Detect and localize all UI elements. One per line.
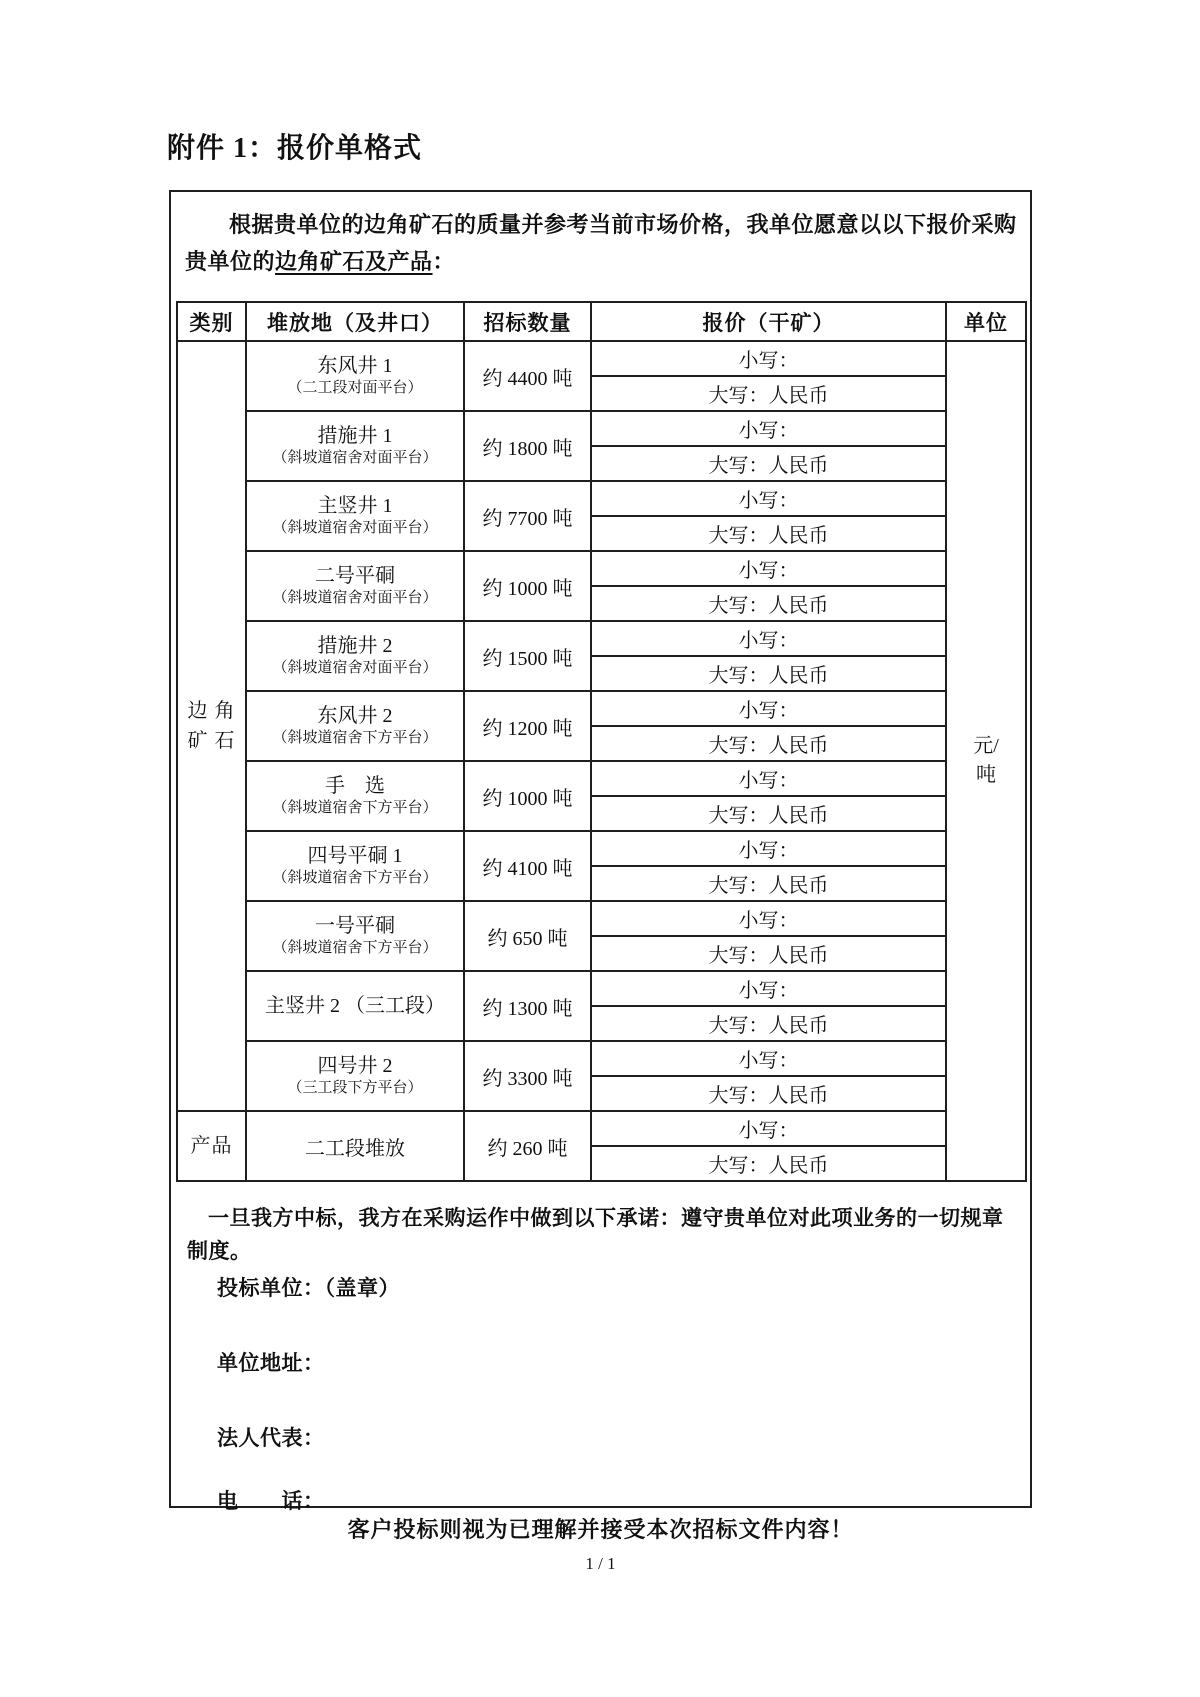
price-uppercase-cell: 大写：人民币 [591, 656, 946, 691]
legal-representative-field: 法人代表： [217, 1426, 325, 1450]
bidder-unit-field: 投标单位：（盖章） [217, 1276, 400, 1300]
unit-line2: 吨 [976, 764, 996, 786]
price-lowercase-cell: 小写： [591, 411, 946, 446]
category-line1: 边 角 [187, 700, 236, 722]
unit-address-field: 单位地址： [217, 1351, 325, 1375]
quantity-cell: 约 1200 吨 [464, 691, 591, 761]
location-cell [246, 761, 464, 831]
quantity-cell: 约 1000 吨 [464, 551, 591, 621]
location-name: 措施井 2 [317, 635, 393, 657]
location-note: （三工段下方平台） [287, 1080, 423, 1096]
page-title: 附件 1：报价单格式 [167, 133, 423, 164]
table-row [177, 481, 1026, 516]
quantity-cell: 约 260 吨 [464, 1111, 591, 1181]
quotation-table [176, 301, 1027, 1182]
quantity-cell: 约 1800 吨 [464, 411, 591, 481]
location-note: （斜坡道宿舍下方平台） [272, 870, 438, 886]
price-uppercase-cell: 大写：人民币 [591, 446, 946, 481]
price-lowercase-cell: 小写： [591, 971, 946, 1006]
quotation-form-box [169, 190, 1032, 1513]
quote-table-body [177, 341, 1026, 1181]
table-row [177, 691, 1026, 726]
price-uppercase-cell: 大写：人民币 [591, 796, 946, 831]
location-name: 措施井 1 [317, 425, 393, 447]
location-name: 四号平硐 1 [307, 845, 403, 867]
header-location: 堆放地（及井口） [246, 302, 464, 341]
header-category: 类别 [177, 302, 246, 341]
category-cell-corner-ore [177, 341, 246, 1111]
price-lowercase-cell: 小写： [591, 551, 946, 586]
phone-field: 电 话： [217, 1489, 325, 1513]
table-row [177, 831, 1026, 866]
location-note: （斜坡道宿舍对面平台） [272, 450, 438, 466]
quantity-cell: 约 1000 吨 [464, 761, 591, 831]
price-uppercase-cell: 大写：人民币 [591, 376, 946, 411]
table-row [177, 761, 1026, 796]
location-name: 东风井 1 [317, 355, 393, 377]
location-note: （斜坡道宿舍下方平台） [272, 730, 438, 746]
table-row [177, 621, 1026, 656]
location-cell [246, 691, 464, 761]
price-lowercase-cell: 小写： [591, 481, 946, 516]
price-lowercase-cell: 小写： [591, 831, 946, 866]
quantity-cell: 约 7700 吨 [464, 481, 591, 551]
category-cell-product: 产品 [177, 1111, 246, 1181]
table-row [177, 551, 1026, 586]
unit-line1: 元/ [973, 735, 999, 757]
table-row [177, 971, 1026, 1006]
location-note: （斜坡道宿舍下方平台） [272, 800, 438, 816]
intro-underlined-text: 边角矿石及产品 [275, 249, 433, 274]
location-cell: 二工段堆放 [246, 1111, 464, 1181]
location-name: 东风井 2 [317, 705, 393, 727]
price-uppercase-cell: 大写：人民币 [591, 1146, 946, 1181]
intro-paragraph [185, 206, 1018, 280]
unit-cell [946, 341, 1026, 1181]
location-name: 手 选 [325, 775, 385, 797]
price-lowercase-cell: 小写： [591, 901, 946, 936]
location-cell [246, 1041, 464, 1111]
category-line2: 矿 石 [187, 730, 236, 752]
table-header-row [177, 302, 1026, 341]
location-name: 一号平硐 [315, 915, 395, 937]
location-cell [246, 411, 464, 481]
location-cell [246, 971, 464, 1041]
price-uppercase-cell: 大写：人民币 [591, 586, 946, 621]
location-note: （斜坡道宿舍对面平台） [272, 520, 438, 536]
price-lowercase-cell: 小写： [591, 691, 946, 726]
intro-text-before: 根据贵单位的边角矿石的质量并参考当前市场价格，我单位愿意以以下报价采购贵单位的 [185, 212, 1017, 274]
header-quantity: 招标数量 [464, 302, 591, 341]
location-name: 二号平硐 [315, 565, 395, 587]
location-cell [246, 621, 464, 691]
footer-note: 客户投标则视为已理解并接受本次招标文件内容！ [347, 1517, 854, 1542]
quantity-cell: 约 1500 吨 [464, 621, 591, 691]
price-uppercase-cell: 大写：人民币 [591, 726, 946, 761]
quantity-cell: 约 4100 吨 [464, 831, 591, 901]
price-lowercase-cell: 小写： [591, 1041, 946, 1076]
location-note: （斜坡道宿舍对面平台） [272, 590, 438, 606]
price-uppercase-cell: 大写：人民币 [591, 516, 946, 551]
quantity-cell: 约 3300 吨 [464, 1041, 591, 1111]
location-name: 四号井 2 [317, 1055, 393, 1077]
price-lowercase-cell: 小写： [591, 1111, 946, 1146]
location-cell [246, 831, 464, 901]
price-lowercase-cell: 小写： [591, 621, 946, 656]
quantity-cell: 约 4400 吨 [464, 341, 591, 411]
price-uppercase-cell: 大写：人民币 [591, 866, 946, 901]
location-name: 主竖井 2 （三工段） [265, 994, 445, 1017]
location-cell [246, 341, 464, 411]
price-uppercase-cell: 大写：人民币 [591, 1076, 946, 1111]
commitment-text: 一旦我方中标，我方在采购运作中做到以下承诺：遵守贵单位对此项业务的一切规章制度。 [187, 1206, 1004, 1263]
table-row [177, 411, 1026, 446]
table-row-product [177, 1111, 1026, 1146]
page-number: 1 / 1 [585, 1554, 616, 1573]
location-note: （斜坡道宿舍下方平台） [272, 940, 438, 956]
table-row [177, 1041, 1026, 1076]
price-uppercase-cell: 大写：人民币 [591, 936, 946, 971]
quantity-cell: 约 1300 吨 [464, 971, 591, 1041]
location-cell [246, 481, 464, 551]
location-note: （斜坡道宿舍对面平台） [272, 660, 438, 676]
price-lowercase-cell: 小写： [591, 761, 946, 796]
intro-text-after: ： [432, 249, 456, 274]
location-name: 主竖井 1 [317, 495, 393, 517]
table-row [177, 341, 1026, 376]
price-uppercase-cell: 大写：人民币 [591, 1006, 946, 1041]
header-price: 报价（干矿） [591, 302, 946, 341]
price-lowercase-cell: 小写： [591, 341, 946, 376]
table-row [177, 901, 1026, 936]
location-cell [246, 551, 464, 621]
header-unit: 单位 [946, 302, 1026, 341]
quantity-cell: 约 650 吨 [464, 901, 591, 971]
location-note: （二工段对面平台） [287, 380, 423, 396]
location-cell [246, 901, 464, 971]
